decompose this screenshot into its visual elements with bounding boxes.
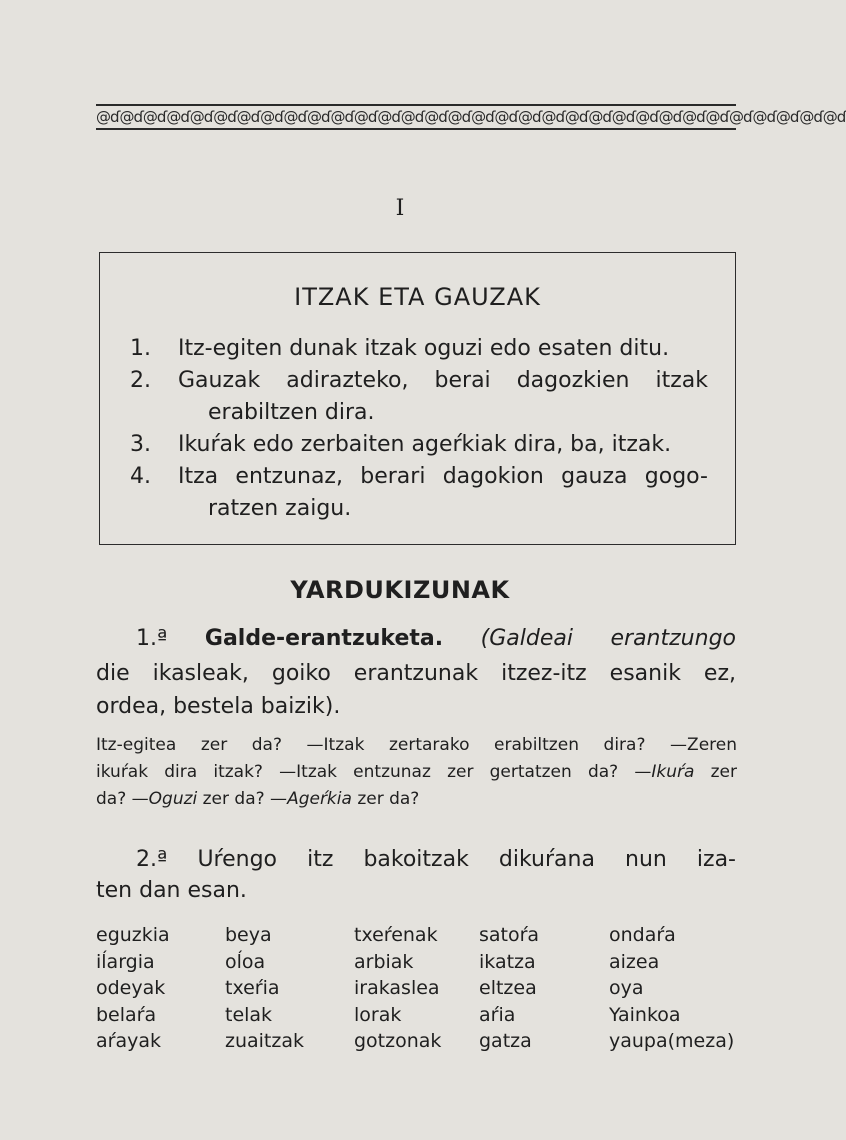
exercise-number: 2.ª <box>136 847 168 872</box>
rules-box <box>99 252 736 545</box>
rule-text-continued: ratzen zaigu. <box>208 496 352 521</box>
questions-term: Ageŕkia <box>287 789 352 809</box>
word: telak <box>225 1003 273 1026</box>
rule-number: 4. <box>130 464 151 489</box>
exercise-number: 1.ª <box>136 626 168 651</box>
questions-text: zer <box>694 762 737 782</box>
word: arbiak <box>354 950 414 973</box>
exercise-title: Galde-erantzuketa. <box>204 626 444 651</box>
exercise-title: Uŕengo itz bakoitzak dikuŕana nun iza- <box>197 847 736 872</box>
rule-text: Itz-egiten dunak itzak oguzi edo esaten ditu. <box>178 336 670 361</box>
word: ikatza <box>479 950 536 973</box>
word: oĺoa <box>225 950 266 973</box>
rule-1 <box>130 333 710 365</box>
word: eltzea <box>479 977 537 999</box>
questions-text: zer da? — <box>197 789 288 809</box>
word-column-1 <box>96 922 170 1055</box>
rule-text-continued: erabiltzen dira. <box>208 400 375 425</box>
rule-number: 1. <box>130 336 151 361</box>
questions-line-1: Itz-egitea zer da? —Itzak zertarako erabiltzen dira? —Zeren <box>96 735 737 755</box>
word: gatza <box>479 1030 532 1052</box>
rule-text: Ikuŕak edo zerbaiten ageŕkiak dira, ba, itzak. <box>178 432 672 457</box>
word: eguzkia <box>96 924 170 946</box>
exercises-heading: YARDUKIZUNAK <box>290 576 510 604</box>
rule-number: 2. <box>130 368 151 393</box>
decorative-border: @ɗ@ɗ@ɗ@ɗ@ɗ@ɗ@ɗ@ɗ@ɗ@ɗ@ɗ@ɗ@ɗ@ɗ@ɗ@ɗ@ɗ@ɗ@ɗ@ɗ@ɗ@ɗ@ɗ@ɗ@ɗ@ɗ@ɗ@ɗ@ɗ@ɗ@ɗ@ɗ <box>96 104 736 130</box>
rule-2 <box>130 365 710 429</box>
questions-text: zer da? <box>351 789 420 809</box>
word: satoŕa <box>479 924 540 946</box>
box-title: ITZAK ETA GAUZAK <box>294 283 541 311</box>
questions-line-2 <box>96 759 737 786</box>
word: aizea <box>609 950 660 973</box>
word-column-3 <box>354 922 441 1055</box>
exercise-1-line-1 <box>96 622 736 655</box>
questions-text: da? — <box>96 789 149 809</box>
rule-text: Gauzak adirazteko, berai dagozkien itzak <box>178 368 708 393</box>
questions-paragraph <box>96 732 737 813</box>
word: iĺargia <box>96 950 155 973</box>
word: oya <box>609 977 644 999</box>
exercise-instruction: (Galdeai erantzungo <box>480 626 736 651</box>
exercise-1-line-3: ordea, bestela baizik). <box>96 694 341 719</box>
word-column-2 <box>225 922 304 1055</box>
rule-number: 3. <box>130 432 151 457</box>
word: Yainkoa <box>609 1003 681 1026</box>
word-column-4 <box>479 922 539 1055</box>
questions-text: ikuŕak dira itzak? —Itzak entzunaz zer gertatzen da? — <box>96 762 652 782</box>
word-column-5 <box>609 922 734 1055</box>
word: yaupa(meza) <box>609 1030 735 1052</box>
exercise-2-line-1 <box>96 843 736 876</box>
exercise-1-line-2: die ikasleak, goiko erantzunak itzez-itz esanik ez, <box>96 661 736 686</box>
word: lorak <box>354 1003 402 1026</box>
rule-3 <box>130 429 710 461</box>
word: beya <box>225 924 272 946</box>
chapter-number: I <box>395 196 405 221</box>
word: gotzonak <box>354 1030 442 1052</box>
questions-term: Oguzi <box>148 789 198 809</box>
word: ondaŕa <box>609 924 676 946</box>
questions-term: Ikuŕa <box>651 762 695 782</box>
word: txeŕenak <box>354 924 438 946</box>
word: zuaitzak <box>225 1030 305 1052</box>
word: txeŕia <box>225 977 280 999</box>
rule-4 <box>130 461 710 525</box>
word: belaŕa <box>96 1003 157 1026</box>
word: irakaslea <box>354 977 440 999</box>
word: odeyak <box>96 977 166 999</box>
rule-text: Itza entzunaz, berari dagokion gauza gogo- <box>178 464 708 489</box>
word: aŕia <box>479 1003 516 1026</box>
exercise-2-line-2: ten dan esan. <box>96 878 247 903</box>
questions-line-3 <box>96 786 737 813</box>
word: aŕayak <box>96 1030 161 1052</box>
